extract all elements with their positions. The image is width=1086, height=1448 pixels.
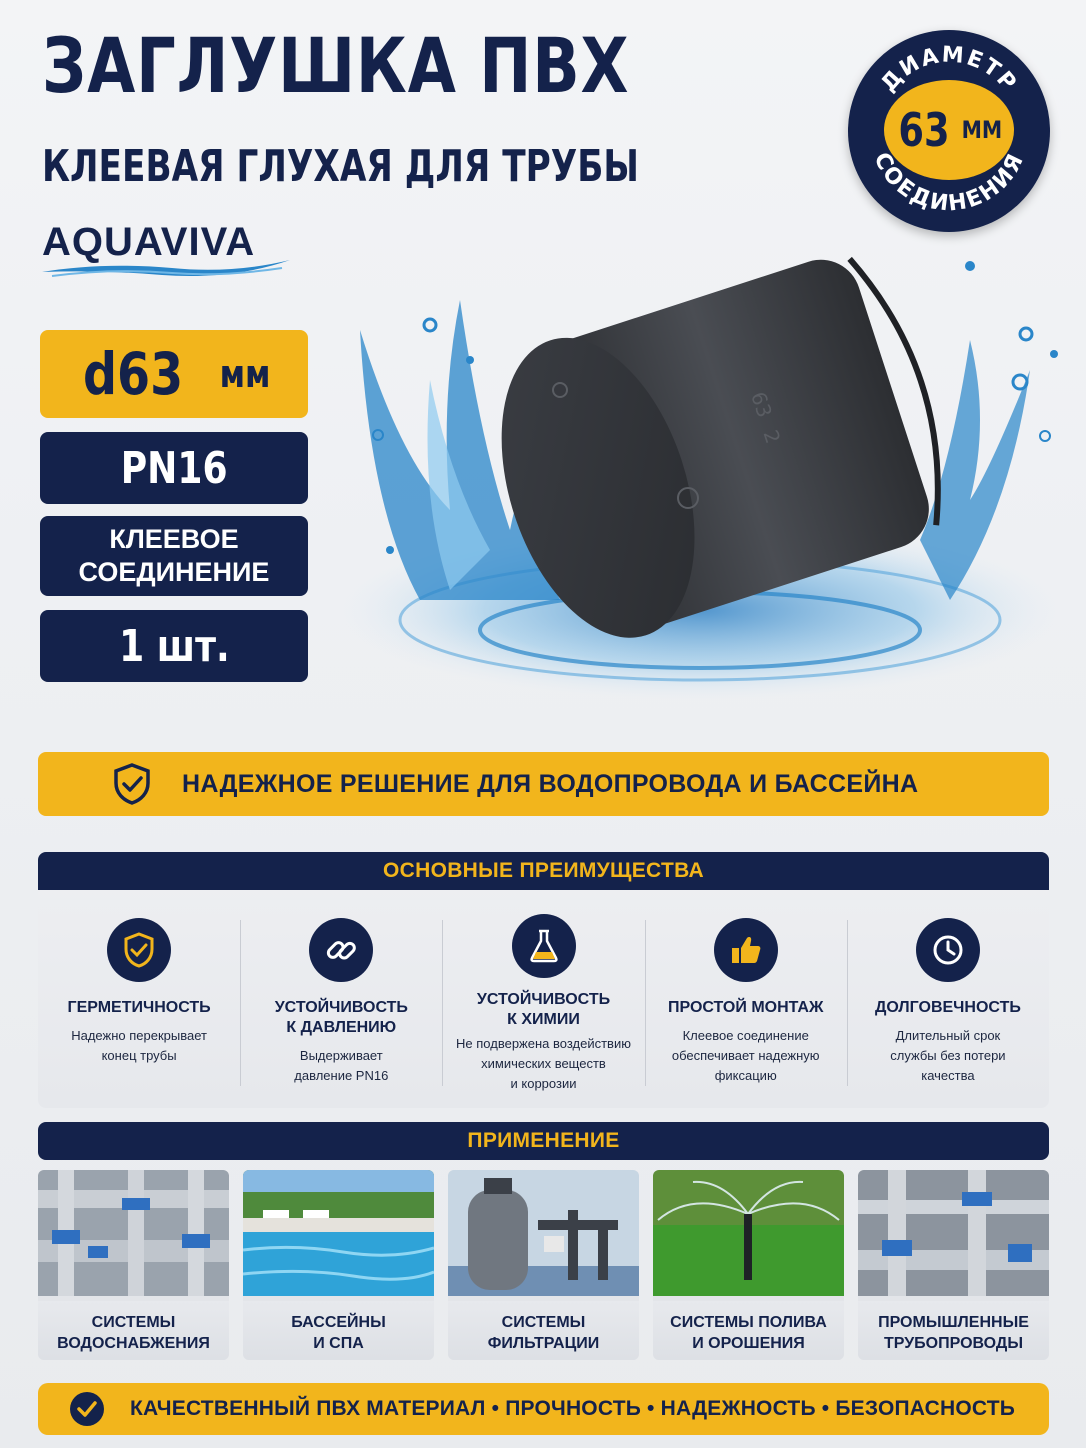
advantage-title: УСТОЙЧИВОСТЬ bbox=[476, 991, 611, 1008]
badge-unit: ММ bbox=[961, 116, 1003, 144]
brand-logo bbox=[42, 222, 292, 282]
shield-check-icon bbox=[110, 762, 154, 806]
application-label: СИСТЕМЫ bbox=[501, 1314, 586, 1331]
spec-connection-line2: СОЕДИНЕНИЕ bbox=[78, 557, 270, 587]
water-droplet bbox=[1040, 431, 1050, 441]
brand-name: AQUAVIVA bbox=[42, 220, 256, 264]
advantage-title: ГЕРМЕТИЧНОСТЬ bbox=[67, 999, 211, 1016]
advantage-title-line2: К ДАВЛЕНИЮ bbox=[286, 1019, 397, 1036]
water-droplet bbox=[386, 546, 394, 554]
advantage-title: ПРОСТОЙ МОНТАЖ bbox=[667, 999, 824, 1016]
advantage-desc: службы без потери bbox=[890, 1048, 1006, 1063]
spec-diameter-value: d63 bbox=[82, 340, 183, 408]
application-label: СИСТЕМЫ bbox=[91, 1314, 176, 1331]
irrigation-image bbox=[653, 1170, 844, 1296]
spec-pressure-value: PN16 bbox=[120, 442, 228, 494]
advantage-desc: и коррозии bbox=[510, 1076, 577, 1091]
advantage-title-line2: К ХИМИИ bbox=[507, 1011, 580, 1028]
advantage-title: УСТОЙЧИВОСТЬ bbox=[274, 999, 408, 1016]
advantage-item bbox=[442, 890, 644, 1108]
pipes-image bbox=[38, 1170, 229, 1296]
cap-marking-size: 63 bbox=[746, 388, 777, 421]
water-droplet bbox=[1050, 350, 1058, 358]
water-droplet bbox=[1020, 328, 1032, 340]
application-label: ПРОМЫШЛЕННЫЕ bbox=[878, 1314, 1029, 1331]
spec-quantity bbox=[40, 610, 308, 682]
advantages-heading: ОСНОВНЫЕ ПРЕИМУЩЕСТВА bbox=[38, 852, 1049, 890]
application-card bbox=[243, 1170, 434, 1360]
application-label: ФИЛЬТРАЦИИ bbox=[487, 1335, 600, 1352]
advantage-title: ДОЛГОВЕЧНОСТЬ bbox=[874, 999, 1021, 1016]
cap-marking-num: 2 bbox=[758, 426, 786, 447]
water-droplet bbox=[1013, 375, 1027, 389]
banner-text: НАДЕЖНОЕ РЕШЕНИЕ ДЛЯ ВОДОПРОВОДА И БАССЕЙНА bbox=[182, 769, 919, 798]
spec-quantity-value: 1 шт. bbox=[118, 620, 230, 672]
advantage-desc: Выдерживает bbox=[299, 1048, 383, 1063]
advantage-desc: Надежно перекрывает bbox=[71, 1028, 207, 1043]
water-droplet bbox=[965, 261, 975, 271]
brand-wave-icon bbox=[42, 258, 292, 282]
advantage-desc: химических веществ bbox=[481, 1056, 606, 1071]
badge-center bbox=[884, 80, 1014, 180]
advantage-item bbox=[847, 890, 1049, 1108]
advantage-desc: обеспечивает надежную bbox=[671, 1048, 820, 1063]
spec-diameter bbox=[40, 330, 308, 418]
page-subtitle: КЛЕЕВАЯ ГЛУХАЯ ДЛЯ ТРУБЫ bbox=[42, 141, 639, 192]
reliability-banner bbox=[38, 752, 1049, 816]
water-droplet bbox=[424, 319, 436, 331]
advantage-desc: давление PN16 bbox=[294, 1068, 389, 1083]
quality-bar bbox=[38, 1383, 1049, 1435]
application-label: И СПА bbox=[313, 1335, 364, 1352]
advantage-desc: конец трубы bbox=[101, 1048, 177, 1063]
advantage-desc: Не подвержена воздействию bbox=[456, 1036, 631, 1051]
pool-image bbox=[243, 1170, 434, 1296]
spec-connection-line1: КЛЕЕВОЕ bbox=[109, 524, 239, 554]
advantage-desc: фиксацию bbox=[714, 1068, 777, 1083]
application-card bbox=[653, 1170, 844, 1360]
page-title: ЗАГЛУШКА ПВХ bbox=[42, 21, 630, 110]
advantage-item bbox=[38, 890, 240, 1108]
advantage-item bbox=[240, 890, 442, 1108]
check-circle-icon bbox=[68, 1390, 106, 1428]
application-label: И ОРОШЕНИЯ bbox=[692, 1335, 805, 1352]
application-card bbox=[858, 1170, 1049, 1360]
badge-bottom-text: СОЕДИНЕНИЯ bbox=[868, 148, 1030, 217]
advantage-desc: качества bbox=[921, 1068, 975, 1083]
application-label: ТРУБОПРОВОДЫ bbox=[883, 1335, 1023, 1352]
applications-section bbox=[38, 1122, 1049, 1362]
advantage-desc: Длительный срок bbox=[895, 1028, 1001, 1043]
product-image bbox=[330, 180, 1070, 720]
industrial-pipes-image bbox=[858, 1170, 1049, 1296]
spec-pressure bbox=[40, 432, 308, 504]
application-card bbox=[448, 1170, 639, 1360]
quality-text: КАЧЕСТВЕННЫЙ ПВХ МАТЕРИАЛ • ПРОЧНОСТЬ • НАДЕЖНОСТЬ • БЕЗОПАСНОСТЬ bbox=[130, 1397, 1016, 1420]
shield-check-icon bbox=[107, 918, 171, 982]
water-droplet bbox=[466, 356, 474, 364]
link-icon bbox=[309, 918, 373, 982]
applications-heading: ПРИМЕНЕНИЕ bbox=[38, 1122, 1049, 1160]
application-label: БАССЕЙНЫ bbox=[291, 1314, 386, 1331]
thumbs-up-icon bbox=[714, 918, 778, 982]
application-card bbox=[38, 1170, 229, 1360]
advantage-item bbox=[645, 890, 847, 1108]
spec-connection bbox=[40, 516, 308, 596]
badge-value: 63 bbox=[898, 103, 950, 157]
badge-top-text: ДИАМЕТР bbox=[876, 42, 1022, 97]
spec-diameter-unit: мм bbox=[219, 352, 271, 396]
application-label: СИСТЕМЫ ПОЛИВА bbox=[670, 1314, 827, 1331]
application-label: ВОДОСНАБЖЕНИЯ bbox=[57, 1335, 210, 1352]
advantages-section bbox=[38, 852, 1049, 1108]
flask-icon bbox=[512, 914, 576, 978]
clock-icon bbox=[916, 918, 980, 982]
filter-image bbox=[448, 1170, 639, 1296]
advantage-desc: Клеевое соединение bbox=[682, 1028, 809, 1043]
